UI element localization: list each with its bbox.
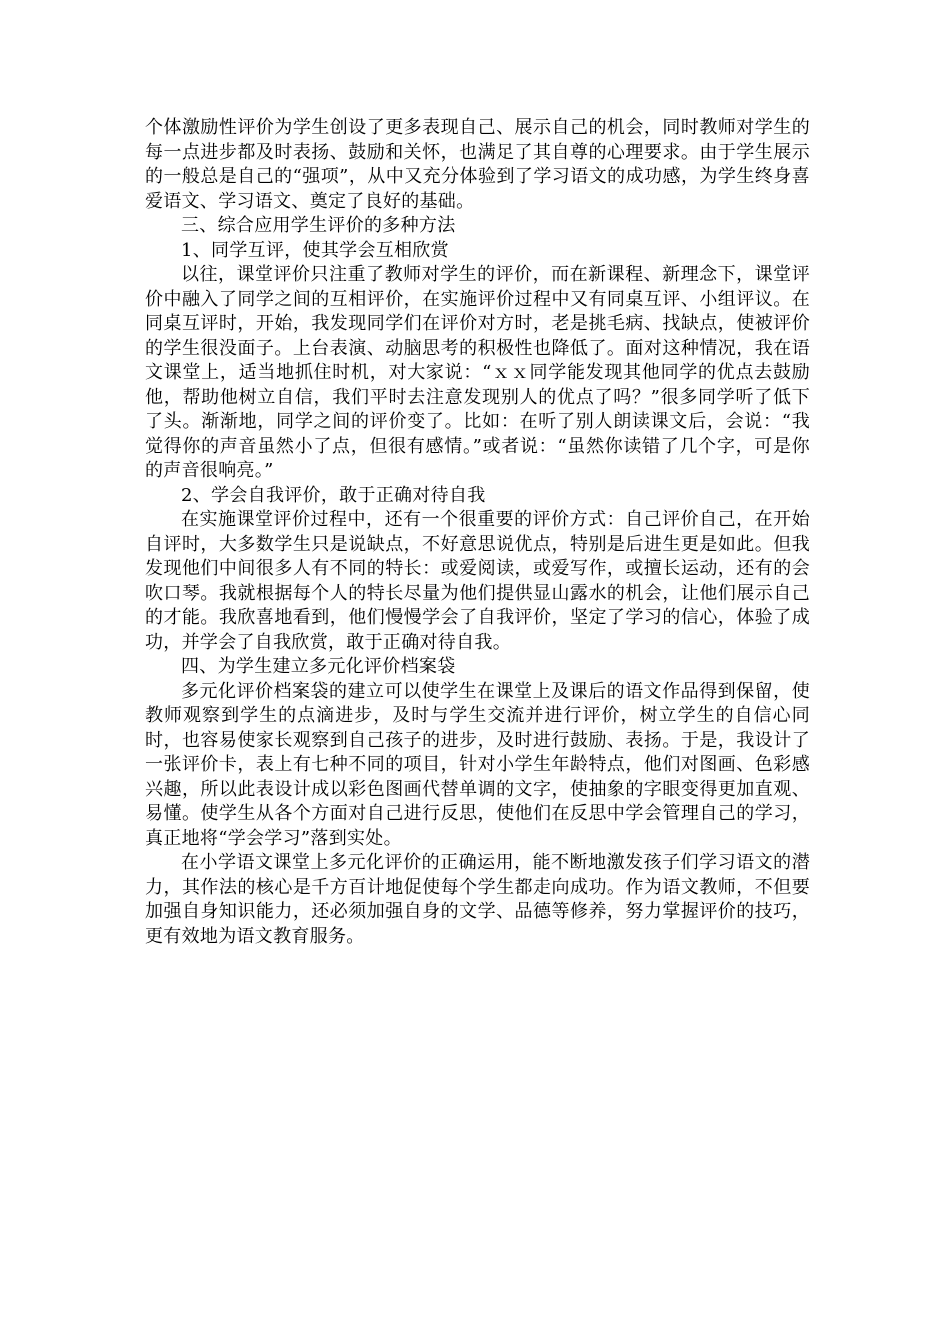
paragraph: 在小学语文课堂上多元化评价的正确运用，能不断地激发孩子们学习语文的潜力，其作法的核心是千方百计地促使每个学生都走向成功。作为语文教师，不但要加强自身知识能力，还必须加强自身的文学、品德等修养，努力掌握评价的技巧，更有效地为语文教育服务。 — [145, 852, 810, 947]
document-body — [145, 116, 810, 949]
section-heading: 四、为学生建立多元化评价档案袋 — [181, 656, 456, 677]
subsection-heading: 1、同学互评，使其学会互相欣赏 — [181, 239, 449, 261]
paragraph: 在实施课堂评价过程中，还有一个很重要的评价方式：自己评价自己，在开始自评时，大多数学生只是说缺点，不好意思说优点，特别是后进生更是如此。但我发现他们中间很多人有不同的特长：或爱阅读，或爱写作，或擅长运动，还有的会吹口琴。我就根据每个人的特长尽量为他们提供显山露水的机会，让他们展示自己的才能。我欣喜地看到，他们慢慢学会了自我评价，坚定了学习的信心，体验了成功，并学会了自我欣赏，敢于正确对待自我。 — [145, 509, 810, 653]
subsection-heading: 2、学会自我评价，敢于正确对待自我 — [181, 484, 486, 506]
paragraph: 以往，课堂评价只注重了教师对学生的评价，而在新课程、新理念下，课堂评价中融入了同学之间的互相评价，在实施评价过程中又有同桌互评、小组评议。在同桌互评时，开始，我发现同学们在评价对方时，老是挑毛病、找缺点，使被评价的学生很没面子。上台表演、动脑思考的积极性也降低了。面对这种情况，我在语文课堂上，适当地抓住时机，对大家说：“ｘｘ同学能发现其他同学的优点去鼓励他，帮助他树立自信，我们平时去注意发现别人的优点了吗？”很多同学听了低下了头。渐渐地，同学之间的评价变了。比如：在听了别人朗读课文后，会说：“我觉得你的声音虽然小了点，但很有感情。”或者说：“虽然你读错了几个字，可是你的声音很响亮。” — [145, 264, 810, 481]
paragraph: 多元化评价档案袋的建立可以使学生在课堂上及课后的语文作品得到保留，使教师观察到学生的点滴进步，及时与学生交流并进行评价，树立学生的自信心同时，也容易使家长观察到自己孩子的进步，及时进行鼓励、表扬。于是，我设计了一张评价卡，表上有七种不同的项目，针对小学生年龄特点，他们对图画、色彩感兴趣，所以此表设计成以彩色图画代替单调的文字，使抽象的字眼变得更加直观、易懂。使学生从各个方面对自己进行反思，使他们在反思中学会管理自己的学习，真正地将“学会学习”落到实处。 — [145, 680, 810, 849]
paragraph: 个体激励性评价为学生创设了更多表现自己、展示自己的机会，同时教师对学生的每一点进步都及时表扬、鼓励和关怀，也满足了其自尊的心理要求。由于学生展示的一般总是自己的“强项”，从中又充分体验到了学习语文的成功感，为学生终身喜爱语文、学习语文、奠定了良好的基础。 — [145, 117, 810, 212]
section-heading: 三、综合应用学生评价的多种方法 — [181, 215, 456, 236]
